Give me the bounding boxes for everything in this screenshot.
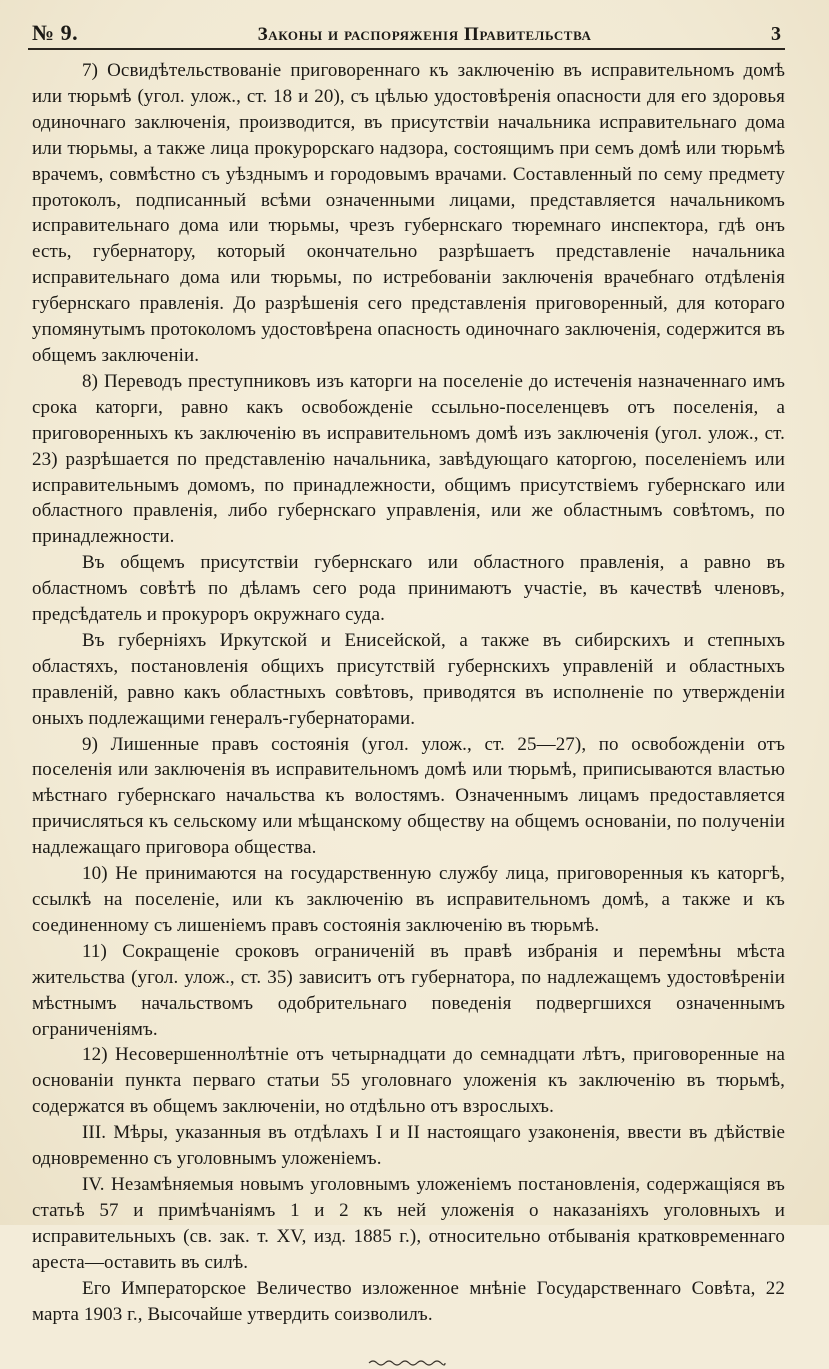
paragraph-10: 10) Не принимаются на государственную службу лица, приговоренныя къ каторгѣ, ссылкѣ на поселеніе, или къ заключенію въ исправительномъ домѣ, а также и къ соединенному съ лишеніемъ правъ состоянія заключенію въ тюрьмѣ. bbox=[32, 863, 785, 936]
section-iii: III. Мѣры, указанныя въ отдѣлахъ I и II настоящаго узаконенія, ввести въ дѣйствіе одновременно съ уголовнымъ уложеніемъ. bbox=[32, 1122, 785, 1170]
imperial-approval: Его Императорское Величество изложенное мнѣніе Государственнаго Совѣта, 22 марта 1903 г., Высочайше утвердить соизволилъ. bbox=[32, 1277, 785, 1325]
wavy-line-ornament-icon bbox=[367, 1357, 447, 1369]
running-title: Законы и распоряженія Правительства bbox=[257, 24, 592, 45]
paragraph-8: 8) Переводъ преступниковъ изъ каторги на поселеніе до истеченія назначеннаго имъ срока каторги, равно какъ освобожденіе ссыльно-поселенцевъ отъ поселенія, а приговоренныхъ къ заключенію въ исправительномъ домѣ изъ заключенія (угол. улож., ст. 23) разрѣшается по представленію начальника, завѣдующаго каторгою, поселеніемъ или исправительнымъ домомъ, по принадлежности, общимъ присутствіемъ губернскаго или областного правленія, либо губернскаго управленія, или же областнымъ совѣтомъ, по принадлежности. bbox=[32, 370, 785, 548]
page-header bbox=[28, 14, 785, 50]
paragraph-7: 7) Освидѣтельствованіе приговореннаго къ заключенію въ исправительномъ домѣ или тюрьмѣ (угол. улож., ст. 18 и 20), съ цѣлью удостовѣренія опасности для его здоровья одиночнаго заключенія, производится, въ присутствіи начальника исправительнаго дома или тюрьмы, а также лица прокурорскаго надзора, состоящимъ при семъ домѣ или тюрьмѣ врачемъ, совмѣстно съ уѣзднымъ и городовымъ врачами. Составленный по сему предмету протоколъ, подписанный всѣми означенными лицами, представляется начальникомъ исправительнаго дома или тюрьмы, чрезъ губернскаго тюремнаго инспектора, гдѣ онъ есть, губернатору, который окончательно разрѣшаетъ представленіе начальника исправительнаго дома или тюрьмы, по истребованіи заключенія врачебнаго отдѣленія губернскаго правленія. До разрѣшенія сего представленія приговоренный, для котораго упомянутымъ протоколомъ удостовѣрена опасность одиночнаго заключенія, содержится въ общемъ заключеніи. bbox=[32, 60, 785, 366]
paragraph-8-general-presence: Въ общемъ присутствіи губернскаго или областного правленія, а равно въ областномъ совѣтѣ по дѣламъ сего рода принимаютъ участіе, въ качествѣ членовъ, предсѣдатель и прокуроръ окружнаго суда. bbox=[32, 552, 785, 626]
paragraph-8-siberia: Въ губерніяхъ Иркутской и Енисейской, а также въ сибирскихъ и степныхъ областяхъ, постановленія общихъ присутствій губернскихъ управленій и областныхъ правленій, равно какъ областныхъ совѣтовъ, приводятся въ исполненіе по утвержденіи оныхъ подлежащими генералъ-губернаторами. bbox=[32, 629, 785, 729]
document-body bbox=[28, 58, 785, 1327]
paragraph-12: 12) Несовершеннолѣтніе отъ четырнадцати до семнадцати лѣтъ, приговоренные на основаніи пункта перваго статьи 55 уголовнаго уложенія къ заключенію въ тюрьмѣ, содержатся въ общемъ заключеніи, но отдѣльно отъ взрослыхъ. bbox=[32, 1044, 785, 1118]
paragraph-11: 11) Сокращеніе сроковъ ограниченій въ правѣ избранія и перемѣны мѣста жительства (угол. улож., ст. 35) зависитъ отъ губернатора, по надлежащемъ удостовѣреніи мѣстнымъ начальствомъ одобрительнаго поведенія подвергшихся означеннымъ ограниченіямъ. bbox=[32, 940, 785, 1040]
page-number: 3 bbox=[771, 23, 781, 45]
paragraph-9: 9) Лишенные правъ состоянія (угол. улож., ст. 25—27), по освобожденіи отъ поселенія или заключенія въ исправительномъ домѣ или тюрьмѣ, приписываются властью мѣстнаго губернскаго начальства къ волостямъ. Означеннымъ лицамъ предоставляется причисляться къ сельскому или мѣщанскому обществу на общемъ основаніи, по полученіи надлежащаго приговора общества. bbox=[32, 733, 785, 859]
section-iv: IV. Незамѣняемыя новымъ уголовнымъ уложеніемъ постановленія, содержащіяся въ статьѣ 57 и примѣчаніямъ 1 и 2 къ ней уложенія о наказаніяхъ уголовныхъ и исправительныхъ (св. зак. т. XV, изд. 1885 г.), относительно отбыванія кратковременнаго ареста—оставить въ силѣ. bbox=[32, 1173, 785, 1273]
issue-number: № 9. bbox=[32, 20, 79, 45]
